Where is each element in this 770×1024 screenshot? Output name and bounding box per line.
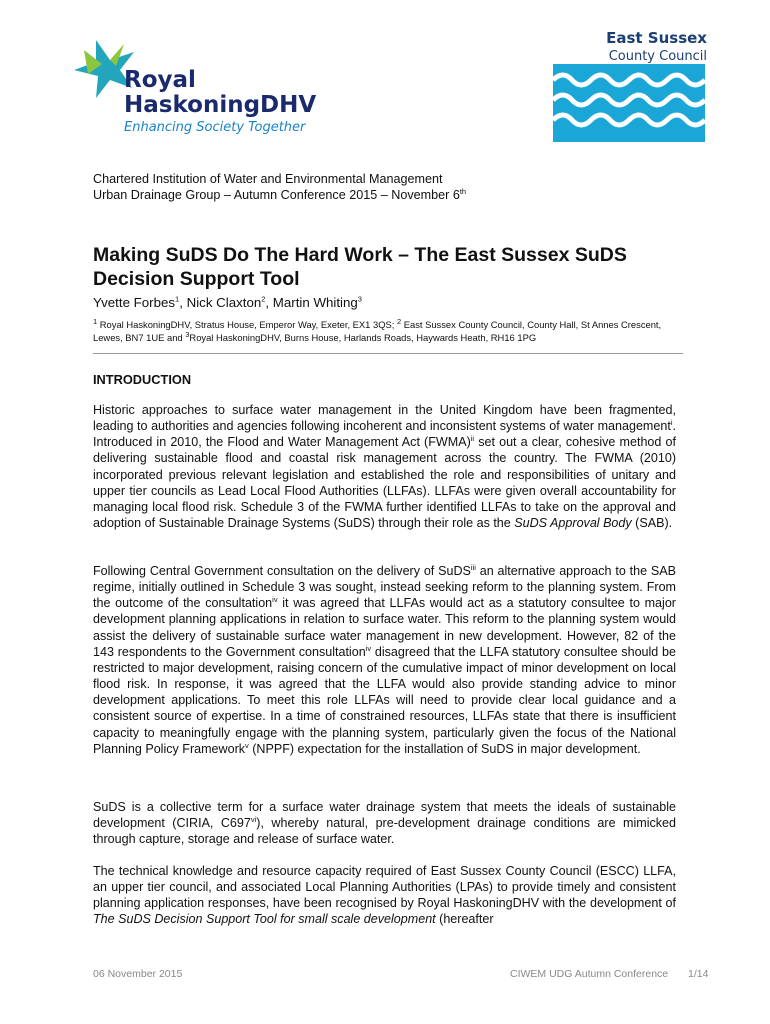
paper-title: [93, 243, 693, 291]
divider: [93, 353, 683, 354]
logo-line2: HaskoningDHV: [124, 92, 317, 118]
paragraph-4: The technical knowledge and resource capacity required of East Sussex County Council (ESCC) LLFA, an upper tier council, and associated Local Planning Authorities (LPAs) to provide timely and consistent planning application responses, have been recognised by Royal HaskoningDHV with the development of The SuDS Decision Support Tool for small scale development (hereafter: [93, 864, 676, 927]
header-line1: Chartered Institution of Water and Environmental Management: [93, 172, 443, 186]
header-line2: Urban Drainage Group – Autumn Conference 2015 – November 6th: [93, 186, 467, 202]
esc-logo-line2: County Council: [608, 49, 707, 64]
authors: Yvette Forbes$^1$, Nick Claxton$^2$, Martin Whiting$^3$: [93, 294, 362, 310]
footer-conference: CIWEM UDG Autumn Conference: [510, 968, 669, 980]
footer-date: 06 November 2015: [93, 968, 183, 980]
royal-haskoningdhv-logo: [66, 30, 326, 140]
conference-header: [93, 171, 466, 203]
east-sussex-logo: [545, 26, 715, 146]
waves-icon: [553, 64, 705, 142]
logo-tagline: Enhancing Society Together: [124, 120, 306, 135]
footer-page-number: 1/14: [688, 968, 709, 980]
title-line1: Making SuDS Do The Hard Work – The East Sussex SuDS: [93, 244, 627, 266]
logo-line1: Royal: [124, 67, 196, 93]
section-heading: INTRODUCTION: [93, 372, 192, 387]
paragraph-1: Historic approaches to surface water management in the United Kingdom have been fragmented, leading to authorities and agencies following incoherent and inconsistent systems of water management$^i$. Introduced in 2010, the Flood and Water Management Act (FWMA)$^{ii}$ set out a clear, cohesive method of delivering sustainable flood and coastal risk management across the country. The FWMA (2010) incorporated previous relevant legislation and established the role and responsibilities of unitary and upper tier councils as Lead Local Flood Authorities (LLFAs). LLFAs were given overall accountability for managing local flood risk. Schedule 3 of the FWMA further identified LLFAs to take on the approval and adoption of Sustainable Drainage Systems (SuDS) through their role as the SuDS Approval Body (SAB).: [93, 403, 676, 531]
paragraph-2: Following Central Government consultation on the delivery of SuDS$^{iii}$ an alternative approach to the SAB regime, initially outlined in Schedule 3 was sought, instead seeking reform to the planning system. From the outcome of the consultation$^{iv}$ it was agreed that LLFAs would act as a statutory consultee to major development planning applications in relation to surface water. This reform to the planning system would assist the delivery of sustainable surface water management in new development. However, 82 of the 143 respondents to the Government consultation$^{iv}$ disagreed that the LLFA statutory consultee should be restricted to major development, raising concern of the cumulative impact of minor development on local flood risk. In response, it was agreed that the LLFA would also provide standing advice to minor development applications. To meet this role LLFAs will need to provide clear local guidance and a consistent source of expertise. In a time of constrained resources, LLFAs state that there is insufficient capacity to meaningfully engage with the planning system, particularly given the focus of the National Planning Policy Framework$^v$ (NPPF) expectation for the installation of SuDS in major development.: [93, 562, 676, 756]
esc-logo-line1: East Sussex: [606, 29, 707, 47]
affiliations: $^1$ Royal HaskoningDHV, Stratus House, Emperor Way, Exeter, EX1 3QS; $^2$ East Sussex County Council, County Hall, St Annes Crescent, Lewes, BN7 1UE and $^3$Royal HaskoningDHV, Burns House, Harlands Roads, Haywards Heath, RH16 1PG: [93, 316, 662, 343]
title-line2: Decision Support Tool: [93, 268, 300, 290]
paragraph-3: SuDS is a collective term for a surface water drainage system that meets the ideals of sustainable development (CIRIA, C697$^{vi}$), whereby natural, pre-development drainage conditions are mimicked through capture, storage and release of surface water.: [93, 800, 676, 847]
